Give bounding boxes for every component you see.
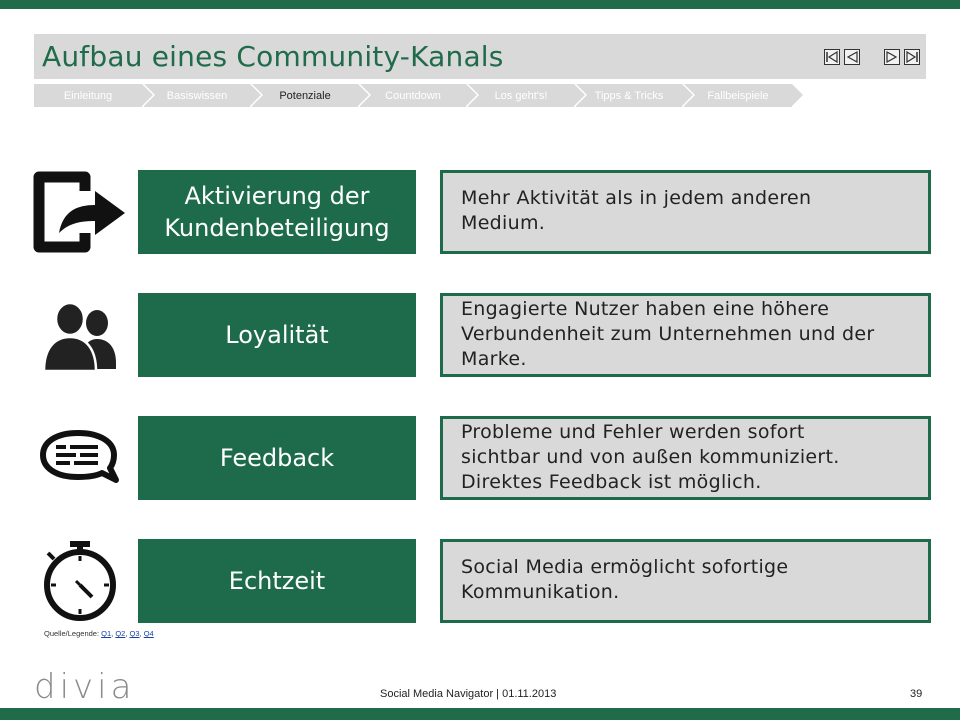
breadcrumb-item-fallbeispiele[interactable]: Fallbeispiele [684, 84, 792, 107]
source-link-q2[interactable]: Q2 [115, 629, 126, 638]
description-line3: Marke. [461, 348, 527, 370]
description-line1: Social Media ermöglicht sofortige [461, 556, 789, 578]
slide-navigation [824, 49, 920, 65]
potential-title-box [138, 539, 416, 623]
source-link-q4[interactable]: Q4 [143, 629, 154, 638]
stopwatch-icon [32, 539, 128, 623]
top-accent-bar [0, 0, 960, 9]
potential-title-line1: Aktivierung der [184, 182, 370, 210]
breadcrumb-item-potenziale[interactable]: Potenziale [252, 84, 358, 107]
potential-row-feedback [0, 416, 960, 500]
description-line2: Verbundenheit zum Unternehmen und der [461, 323, 875, 345]
potential-title-line1: Feedback [219, 444, 335, 472]
potential-title-box [138, 416, 416, 500]
description-line2: Medium. [461, 212, 546, 234]
footer-text: Social Media Navigator | 01.11.2013 [380, 688, 557, 700]
breadcrumb-item-basiswissen[interactable]: Basiswissen [144, 84, 250, 107]
potential-title-box [138, 293, 416, 377]
potential-description-box [440, 293, 931, 377]
description-line1: Probleme und Fehler werden sofort [461, 421, 805, 443]
source-legend: Quelle/Legende: Q1, Q2, Q3, Q4 [44, 629, 154, 638]
potential-description-box [440, 416, 931, 500]
source-link-q3[interactable]: Q3 [129, 629, 140, 638]
potential-row-loyalty [0, 293, 960, 377]
users-icon [32, 293, 128, 377]
description-line1: Mehr Aktivität als in jedem anderen [461, 187, 812, 209]
description-line3: Direktes Feedback ist möglich. [461, 471, 762, 493]
divia-logo: divia [34, 667, 136, 707]
page-title: Aufbau eines Community-Kanals [42, 40, 504, 73]
potential-title-line1: Echtzeit [228, 567, 326, 595]
breadcrumb-item-einleitung[interactable]: Einleitung [34, 84, 142, 107]
potential-description-box [440, 539, 931, 623]
potential-row-activation [0, 170, 960, 254]
potential-row-realtime [0, 539, 960, 623]
chat-bubble-icon [32, 416, 128, 500]
breadcrumb-item-countdown[interactable]: Countdown [360, 84, 466, 107]
potential-title-line2: Kundenbeteiligung [164, 214, 390, 242]
bottom-accent-bar [0, 708, 960, 720]
description-line2: sichtbar und von außen kommuniziert. [461, 446, 840, 468]
description-line2: Kommunikation. [461, 581, 620, 603]
breadcrumb [34, 84, 794, 107]
last-slide-icon[interactable] [904, 49, 920, 65]
breadcrumb-item-los-gehts[interactable]: Los geht's! [468, 84, 574, 107]
breadcrumb-item-tipps-tricks[interactable]: Tipps & Tricks [576, 84, 682, 107]
potential-title-line1: Loyalität [225, 321, 329, 349]
page-number: 39 [910, 688, 923, 700]
first-slide-icon[interactable] [824, 49, 840, 65]
title-bar [34, 34, 926, 79]
description-line1: Engagierte Nutzer haben eine höhere [461, 298, 830, 320]
potential-title-box [138, 170, 416, 254]
next-slide-icon[interactable] [884, 49, 900, 65]
potential-description-box [440, 170, 931, 254]
previous-slide-icon[interactable] [844, 49, 860, 65]
share-export-icon [32, 170, 128, 254]
source-link-q1[interactable]: Q1 [101, 629, 112, 638]
source-label: Quelle/Legende: [44, 629, 100, 638]
